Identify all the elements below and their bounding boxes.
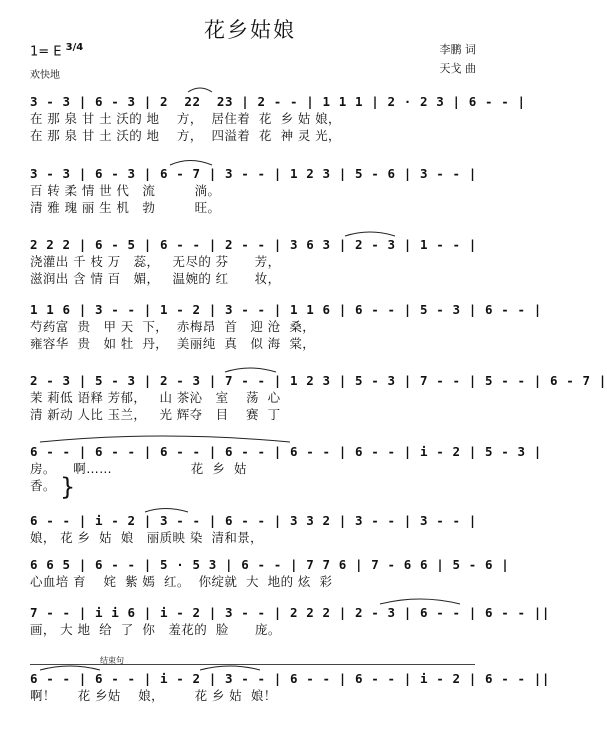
slur-mark [200, 666, 260, 670]
notation-line: 6 - - | 6 - - | 6 - - | 6 - - | 6 - - | 6 - - | i - 2 | 5 - 3 | [30, 444, 542, 459]
lyric-verse-1: 房。 啊…… 花 乡 姑 [30, 461, 247, 476]
verse-brace: } [60, 473, 76, 501]
notation-line: 6 6 5 | 6 - - | 5 · 5 3 | 6 - - | 7 7 6 | 7 - 6 6 | 5 - 6 | [30, 557, 510, 572]
lyric-line: 娘， 花 乡 姑 娘 丽质映 染 清和景， [30, 530, 264, 545]
slur-mark [380, 599, 460, 604]
song-title: 花乡姑娘 [204, 18, 296, 42]
lyric-verse-1: 浇灌出 千 枝 万 蕊， 无尽的 芬 芳， [30, 254, 281, 269]
lyric-verse-2: 在 那 泉 甘 土 沃的 地 方， 四溢着 花 神 灵 光， [30, 128, 341, 143]
notation-line: 3 - 3 | 6 - 3 | 6 - 7 | 3 - - | 1 2 3 | 5 - 6 | 3 - - | [30, 166, 477, 181]
lyric-verse-2: 清 雅 瑰 丽 生 机 勃 旺。 [30, 200, 221, 215]
slur-mark [40, 666, 100, 670]
notation-line: 6 - - | 6 - - | i - 2 | 3 - - | 6 - - | 6 - - | i - 2 | 6 - - || [30, 671, 551, 686]
lyricist: 李鹏 词 [439, 43, 476, 56]
slur-mark [145, 509, 188, 513]
slur-mark [40, 436, 290, 442]
lyric-line: 画， 大 地 给 了 你 羞花的 脸 庞。 [30, 622, 281, 637]
lyric-verse-2: 雍容华 贵 如 牡 丹， 美丽纯 真 似 海 棠， [30, 336, 316, 351]
slur-mark [188, 88, 212, 92]
key-label: 1= E [30, 44, 62, 60]
notation-line: 2 - 3 | 5 - 3 | 2 - 3 | 7 - - | 1 2 3 | 5 - 3 | 7 - - | 5 - - | 6 - 7 | [30, 373, 607, 388]
lyric-line: 啊！ 花 乡姑 娘， 花 乡 姑 娘！ [30, 688, 277, 703]
notation-line: 6 - - | i - 2 | 3 - - | 6 - - | 3 3 2 | 3 - - | 3 - - | [30, 513, 477, 528]
tempo-marking: 欢快地 [30, 70, 60, 81]
slur-mark [170, 161, 212, 166]
notation-line: 1 1 6 | 3 - - | 1 - 2 | 3 - - | 1 1 6 | 6 - - | 5 - 3 | 6 - - | [30, 302, 542, 317]
lyric-line: 心血培 育 姹 紫 嫣 红。 你绽就 大 地的 炫 彩 [30, 574, 333, 589]
notation-line: 2 2 2 | 6 - 5 | 6 - - | 2 - - | 3 6 3 | 2 - 3 | 1 - - | [30, 237, 477, 252]
notation-line: 3 - 3 | 6 - 3 | 2 22 23 | 2 - - | 1 1 1 | 2 · 2 3 | 6 - - | [30, 94, 526, 109]
time-signature: 3/4 [65, 42, 84, 53]
lyric-verse-1: 芍药富 贵 甲 天 下， 赤梅昂 首 迎 沧 桑， [30, 319, 316, 334]
notation-line: 7 - - | i i 6 | i - 2 | 3 - - | 2 2 2 | 2 - 3 | 6 - - | 6 - - || [30, 605, 551, 620]
lyric-verse-1: 在 那 泉 甘 土 沃的 地 方， 居住着 花 乡 姑 娘， [30, 111, 341, 126]
lyric-verse-1: 茉 莉低 语释 芳郁， 山 茶沁 室 荡 心 [30, 390, 281, 405]
slur-mark [225, 368, 276, 372]
lyric-verse-2: 清 新动 人比 玉兰， 光 辉夺 目 赛 丁 [30, 407, 281, 422]
composer: 天戈 曲 [439, 62, 476, 75]
slur-mark [345, 232, 395, 236]
lyric-verse-2: 香。 [30, 478, 56, 493]
ending-label: 结束句 [100, 656, 124, 665]
lyric-verse-2: 滋润出 含 情 百 媚， 温婉的 红 妆， [30, 271, 281, 286]
lyric-verse-1: 百 转 柔 情 世 代 流 淌。 [30, 183, 221, 198]
